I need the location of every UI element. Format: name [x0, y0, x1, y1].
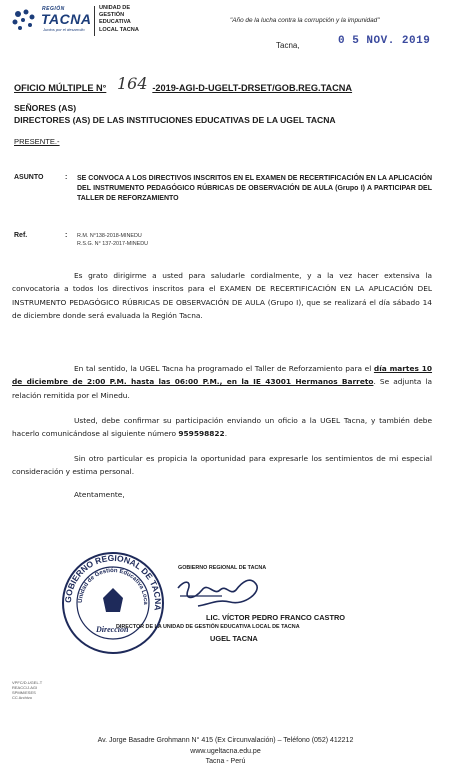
- date-stamp: 0 5 NOV. 2019: [338, 35, 431, 47]
- copy-list: VPFC/D.UGEL.T REACC/J.AGI SPMM/ESES CC Archivo: [12, 680, 43, 700]
- ref-label: Ref.: [14, 232, 28, 239]
- header-divider: [94, 6, 95, 36]
- body-paragraph-3: Usted, debe confirmar su participación enviando un oficio a la UGEL Tacna, y también debe hacerlo comunicándose al siguiente número 959598822.: [12, 416, 432, 439]
- asunto-colon: :: [65, 174, 68, 181]
- footer-website: www.ugeltacna.edu.pe: [190, 747, 261, 755]
- seal-outer-text: GOBIERNO REGIONAL DE TACNA: [62, 552, 164, 612]
- body-paragraph-4: Sin otro particular es propicia la oportunidad para expresarle los sentimientos de mi especial consideración y estima personal.: [12, 454, 432, 477]
- handwritten-signature: [170, 566, 270, 610]
- recipient-line-2: DIRECTORES (AS) DE LAS INSTITUCIONES EDUCATIVAS DE LA UGEL TACNA: [14, 115, 336, 125]
- year-motto: "Año de la lucha contra la corrupción y la impunidad": [230, 17, 380, 24]
- signature-org: GOBIERNO REGIONAL DE TACNA: [178, 565, 267, 571]
- asunto-label: ASUNTO: [14, 174, 44, 181]
- body-paragraph-1: Es grato dirigirme a usted para saludarle cordialmente, y a la vez hacer extensiva la convocatoria a todos los directivos inscritos para el EXAMEN DE RECERTIFICACIÓN EN LA APLICACIÓN DEL INSTRUMENTO PEDAGÓGICO RÚBRICAS DE OBSERVACIÓN DE AULA (Grupo I), que se realizará el día sábado 14 de diciembre donde será evaluada la Región Tacna.: [12, 271, 432, 321]
- ref-colon: :: [65, 232, 68, 239]
- official-seal-icon: [58, 548, 168, 658]
- oficio-title: OFICIO MÚLTIPLE N° -2019-AGI-D-UGELT-DRSET/GOB.REG.TACNA: [14, 83, 353, 93]
- logo-tagline: Juntos por el desarrollo: [43, 27, 85, 32]
- logo-small-text: REGIÓN: [42, 6, 65, 12]
- body-paragraph-2: En tal sentido, la UGEL Tacna ha programado el Taller de Reforzamiento para el día martes 10 de diciembre de 2:00 P.M. hasta las 06:00 P.M., en la IE 43001 Hermanos Barreto. Se adjunta la relación remitida por el Minedu.: [12, 364, 433, 400]
- recipient-line-1: SEÑORES (AS): [14, 103, 77, 113]
- region-logo-icon: [10, 8, 38, 34]
- signer-role: DIRECTOR DE LA UNIDAD DE GESTIÓN EDUCATIVA LOCAL DE TACNA: [116, 624, 300, 630]
- workshop-schedule: día martes 10 de diciembre de 2:00 P.M. hasta las 06:00 P.M., en la IE 43001 Hermanos Barreto: [12, 364, 433, 387]
- signer-ugel: UGEL TACNA: [210, 634, 258, 643]
- oficio-number: 164: [117, 74, 148, 93]
- ref-text: R.M. N°138-2018-MINEDU R.S.G. N° 137-2017-MINEDU: [77, 233, 149, 248]
- footer-city: Tacna - Perú: [205, 758, 246, 766]
- closing-text: Atentamente,: [74, 490, 125, 499]
- ugel-name: UNIDAD DE GESTIÓN EDUCATIVA LOCAL TACNA: [99, 5, 139, 33]
- logo-big-text: TACNA: [41, 11, 92, 27]
- asunto-text: SE CONVOCA A LOS DIRECTIVOS INSCRITOS EN EL EXAMEN DE RECERTIFICACIÓN EN LA APLICACIÓN DEL INSTRUMENTO PEDAGÓGICO RÚBRICAS DE OBSERVACIÓN DE AULA (Grupo I) A PARTICIPAR DEL TALLER DE REFORZAMIENTO: [77, 175, 432, 203]
- footer-address: Av. Jorge Basadre Grohmann N° 415 (Ex Circunvalación) – Teléfono (052) 412212: [97, 737, 354, 744]
- presente-label: PRESENTE.-: [14, 137, 60, 146]
- signer-name: LIC. VÍCTOR PEDRO FRANCO CASTRO: [206, 613, 346, 622]
- footer: [0, 736, 451, 768]
- place-label: Tacna,: [276, 41, 300, 50]
- seal-inner-text: Unidad de Gestión Educativa Loca: [77, 567, 149, 605]
- contact-number: 959598822: [178, 429, 225, 439]
- seal-bottom-text: Dirección: [96, 625, 129, 634]
